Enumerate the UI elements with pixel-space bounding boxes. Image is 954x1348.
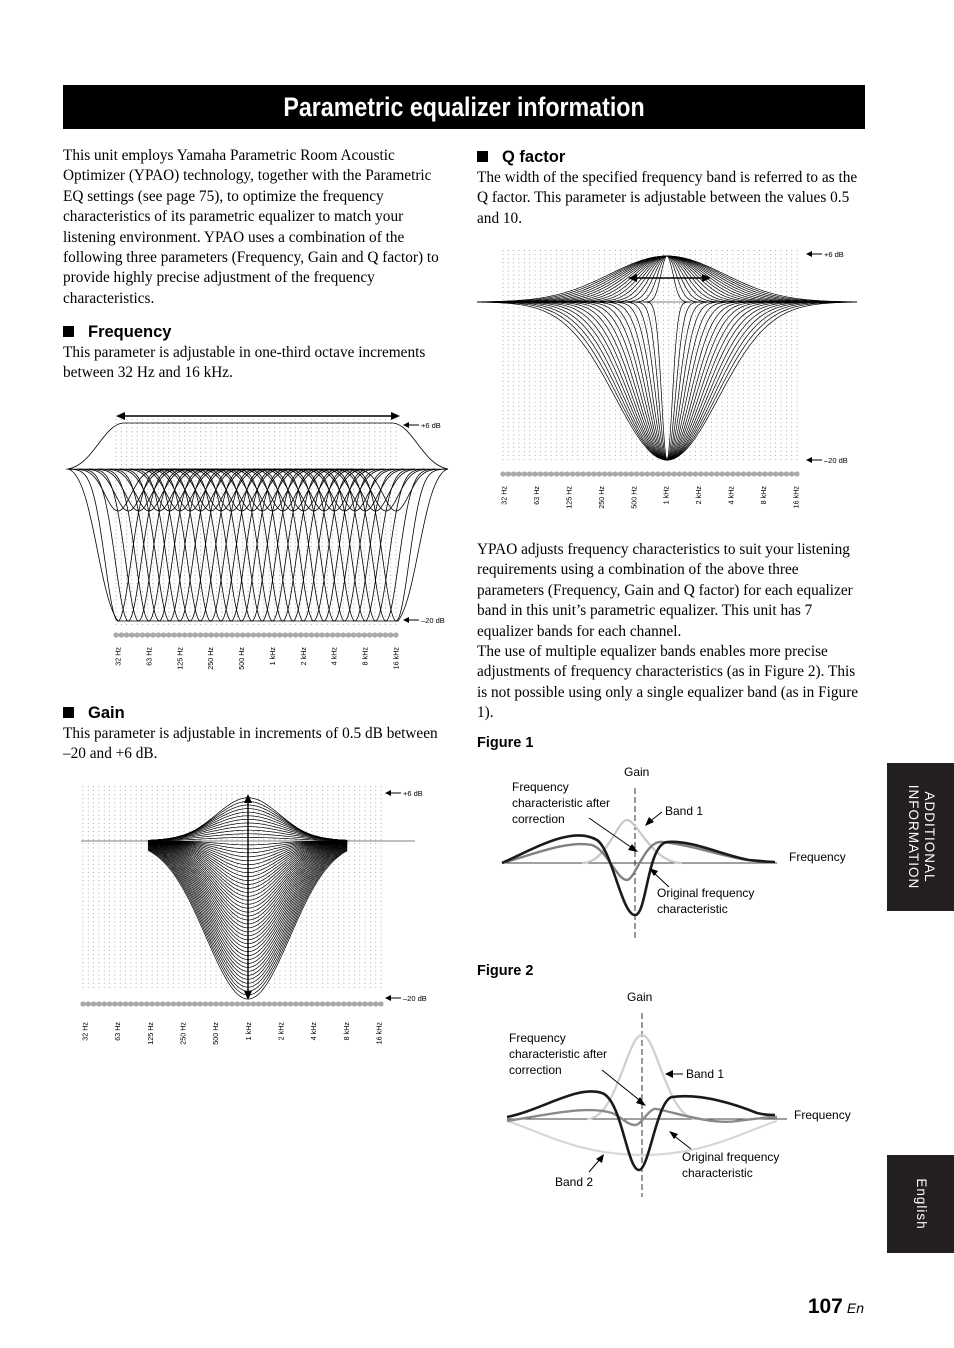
figure2-band2-label: Band 2 [555,1175,594,1189]
frequency-tick-label: 8 kHz [360,647,370,666]
frequency-tick-label: 16 kHz [391,647,401,670]
gain-graph-ticks [81,1022,384,1045]
frequency-graph-ticks [114,647,401,670]
frequency-tick-label: 4 kHz [329,647,339,666]
db-arrow-bottom [806,457,822,463]
frequency-heading: Frequency [63,321,448,343]
additional-information-tab[interactable] [887,763,954,911]
english-tab[interactable] [887,1155,954,1253]
q-cut-curve [496,302,838,460]
page-title: Parametric equalizer information [283,92,645,122]
frequency-tick-label: 63 Hz [113,1022,123,1041]
arrowhead-left-icon [116,412,125,420]
frequency-tick-label: 250 Hz [206,647,216,670]
bullet-square-icon [63,326,74,337]
figure2-frequency-label: Frequency [794,1108,851,1122]
figure1-after-label: Frequency characteristic after correction [512,780,611,826]
q-cut-curve [519,302,815,460]
q-cut-curve [576,302,757,460]
frequency-tick-label: 125 Hz [175,647,185,670]
db-arrow-bottom [403,617,419,623]
bottom-db-label: –20 dB [403,994,427,1003]
arrowhead-right-icon [391,412,400,420]
ypao-paragraph-1: YPAO adjusts frequency characteristics to suit your listening requirements using a combination of the above three parameters (Frequency, Gain and Q factor) for each equalizer band in this unit’s parametric equalizer. This unit has 7 equalizer bands for each channel. [477,541,853,640]
q-boost-curve [566,256,768,302]
frequency-tick-label: 500 Hz [237,647,247,670]
q-boost-curve [643,256,691,302]
gain-section [63,702,448,765]
english-tab-label: English [913,1178,929,1230]
frequency-tick-label: 32 Hz [80,1022,90,1041]
frequency-tick-label: 2 kHz [298,647,308,666]
figure1-band1-label: Band 1 [665,804,704,818]
gain-heading: Gain [63,702,448,724]
q-cut-curve [599,302,733,460]
ypao-paragraph-2: The use of multiple equalizer bands enables more precise adjustments of frequency characteristics (as in Figure 2). This is not possible using only a single equalizer band (as in Figure 1). [477,643,859,722]
frequency-tick-label: 2 kHz [694,486,704,505]
q-section [477,146,865,229]
frequency-tick-label: 2 kHz [276,1022,286,1041]
frequency-tick-label: 125 Hz [564,486,574,509]
q-boost-curve [477,256,857,302]
q-cut-curve [477,302,857,460]
q-cut-curve [542,302,792,460]
figure2-diagram [477,985,865,1200]
figure1-corrected-curve [502,842,774,880]
q-cut-curve [553,302,780,460]
bullet-square-icon [63,707,74,718]
frequency-tick-label: 125 Hz [145,1022,155,1045]
intro-paragraph: This unit employs Yamaha Parametric Room Acoustic Optimizer (YPAO) technology, together with the Parametric EQ settings (see page 75), to optimize the frequency characteristics of its parametric equalizer to match your listening environment. YPAO uses a combination of the following three parameters (Frequency, Gain and Q factor) to provide highly precise adjustment of the frequency characteristics. [63,147,439,307]
arrowhead-icon [596,1154,604,1163]
db-arrow-bottom [385,995,401,1001]
q-cut-curve [622,302,711,460]
frequency-tick-label: 4 kHz [726,486,736,505]
figure1-original-pointer [653,872,669,887]
frequency-tick-label: 1 kHz [267,647,277,666]
frequency-tick-label: 1 kHz [661,486,671,505]
frequency-tick-label: 8 kHz [341,1022,351,1041]
gain-text: This parameter is adjustable in increments of 0.5 dB between –20 and +6 dB. [63,725,438,763]
q-cut-curve [507,302,826,460]
arrowhead-left-icon [628,274,637,282]
q-boost-curve [477,256,857,302]
frequency-tick-label: 500 Hz [629,486,639,509]
q-cut-curve [484,302,849,460]
figure2-label: Figure 2 [477,963,534,979]
figure1-diagram [477,760,865,940]
frequency-tick-label: 4 kHz [309,1022,319,1041]
q-boost-curve [528,256,806,302]
frequency-tick-label: 1 kHz [243,1022,253,1041]
arrowhead-up-icon [244,794,252,803]
arrowhead-icon [628,844,638,852]
db-arrow-top [806,251,822,257]
q-graph [477,242,857,512]
q-cut-curve [565,302,769,460]
top-db-label: +6 dB [824,250,844,259]
frequency-tick-label: 32 Hz [113,647,123,666]
frequency-tick-label: 63 Hz [144,647,154,666]
q-boost-curve [477,256,857,302]
figure1-original-curve [502,835,775,915]
frequency-tick-label: 16 kHz [791,486,801,509]
figure2-original-pointer [673,1135,691,1149]
figure1-after-pointer [589,818,635,850]
frequency-tick-label: 500 Hz [211,1022,221,1045]
frequency-tick-label: 250 Hz [178,1022,188,1045]
gain-graph [63,778,438,1053]
db-arrow-top [403,422,419,428]
figure2-gain-label: Gain [627,990,653,1004]
figure1-frequency-label: Frequency [789,850,846,864]
top-db-label: +6 dB [403,789,423,798]
figure2-band1-label: Band 1 [686,1067,725,1081]
q-heading: Q factor [477,146,865,168]
figure1-original-label: Original frequency characteristic [657,886,755,916]
page-language: En [846,1300,864,1316]
figure1-gain-label: Gain [624,765,650,779]
figure2-after-label: Frequency characteristic after correction [509,1031,608,1077]
figure1-label: Figure 1 [477,735,534,751]
frequency-section [63,321,448,384]
q-boost-curve [477,256,857,302]
bottom-db-label: –20 dB [824,456,848,465]
frequency-tick-label: 32 Hz [499,486,509,505]
bullet-square-icon [477,151,488,162]
left-column [63,146,448,309]
q-graph-ticks [500,486,801,509]
page-number: 107 En [807,1295,864,1318]
title-bar [63,85,865,129]
top-db-label: +6 dB [421,421,441,430]
q-cut-curve [645,302,688,460]
ypao-section [477,540,865,724]
frequency-text: This parameter is adjustable in one-third octave increments between 32 Hz and 16 kHz. [63,344,426,382]
q-cut-curve [530,302,804,460]
q-cut-curve [477,302,857,460]
frequency-tick-label: 8 kHz [759,486,769,505]
frequency-boost-envelope [68,423,448,469]
additional-information-tab-label: ADDITIONAL INFORMATION [905,784,937,890]
arrowhead-icon [665,1070,673,1078]
arrowhead-icon [645,817,654,826]
frequency-tick-label: 63 Hz [531,486,541,505]
frequency-tick-label: 250 Hz [596,486,606,509]
gain-graph-grid [80,786,383,1007]
bottom-db-label: –20 dB [421,616,445,625]
q-boost-curve [605,256,730,302]
frequency-graph [63,405,458,675]
db-arrow-top [385,790,401,796]
q-text: The width of the specified frequency band is referred to as the Q factor. This parameter is adjustable between the values 0.5 and 10. [477,169,858,227]
figure2-original-label: Original frequency characteristic [682,1150,780,1180]
frequency-tick-label: 16 kHz [374,1022,384,1045]
q-graph-curves [477,256,857,460]
